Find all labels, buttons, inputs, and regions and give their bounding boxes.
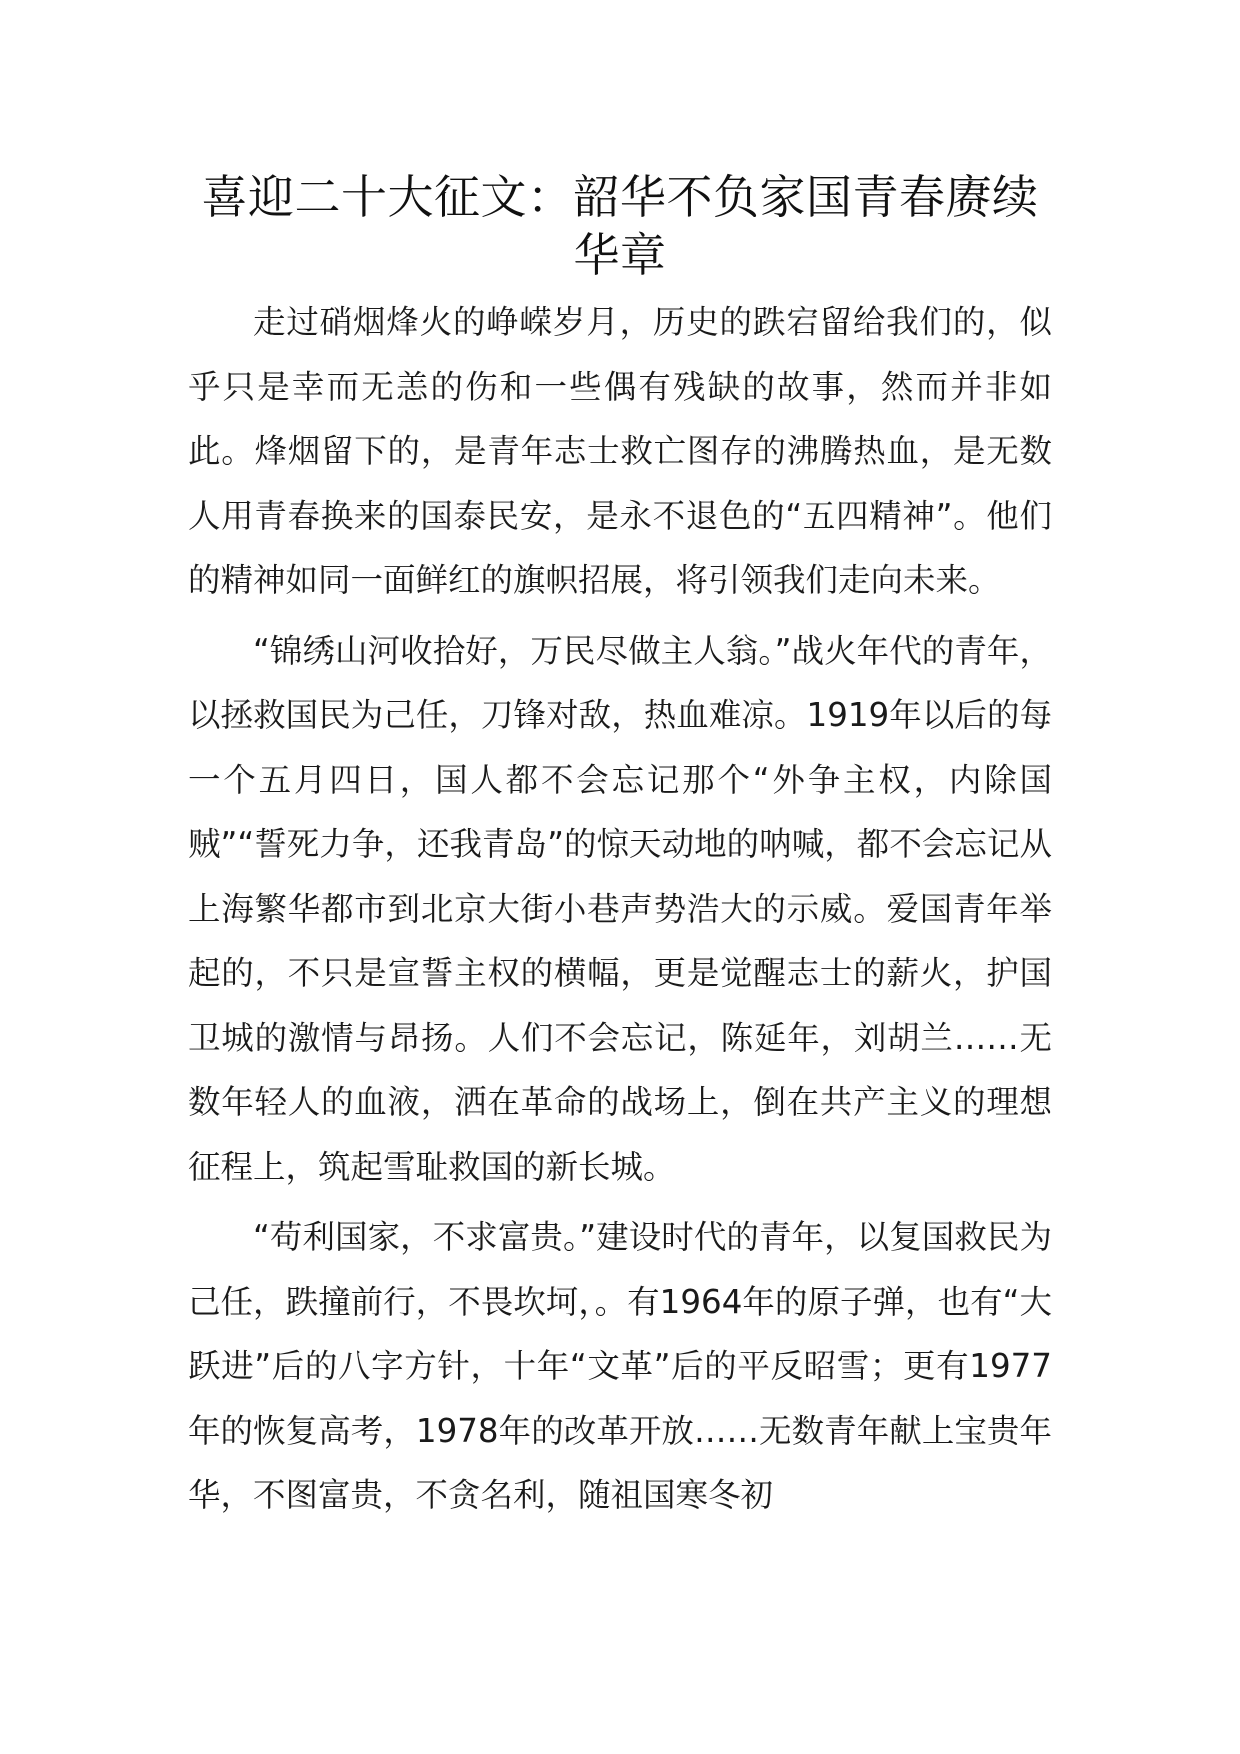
paragraph-3: “苟利国家，不求富贵。”建设时代的青年，以复国救民为己任，跌撞前行，不畏坎坷，。有1964年的原子弹，也有“大跃进”后的八字方针，十年“文革”后的平反昭雪；更有1977年的恢复高考，1978年的改革开放……无数青年献上宝贵年华，不图富贵，不贪名利，随祖国寒冬初: [188, 1218, 1052, 1514]
document-title: 喜迎二十大征文：韶华不负家国青春赓续华章: [201, 170, 1039, 282]
document-body: [188, 168, 1052, 1528]
paragraph-1: 走过硝烟烽火的峥嵘岁月，历史的跌宕留给我们的，似乎只是幸而无恙的伤和一些偶有残缺的故事，然而并非如此。烽烟留下的，是青年志士救亡图存的沸腾热血，是无数人用青春换来的国泰民安，是永不退色的“五四精神”。他们的精神如同一面鲜红的旗帜招展，将引领我们走向未来。: [188, 303, 1052, 599]
paragraph-2: “锦绣山河收拾好，万民尽做主人翁。”战火年代的青年，以拯救国民为己任，刀锋对敌，热血难凉。1919年以后的每一个五月四日，国人都不会忘记那个“外争主权，内除国贼”“誓死力争，还我青岛”的惊天动地的呐喊，都不会忘记从上海繁华都市到北京大街小巷声势浩大的示威。爱国青年举起的，不只是宣誓主权的横幅，更是觉醒志士的薪火，护国卫城的激情与昂扬。人们不会忘记，陈延年，刘胡兰……无数年轻人的血液，洒在革命的战场上，倒在共产主义的理想征程上，筑起雪耻救国的新长城。: [188, 631, 1052, 1186]
